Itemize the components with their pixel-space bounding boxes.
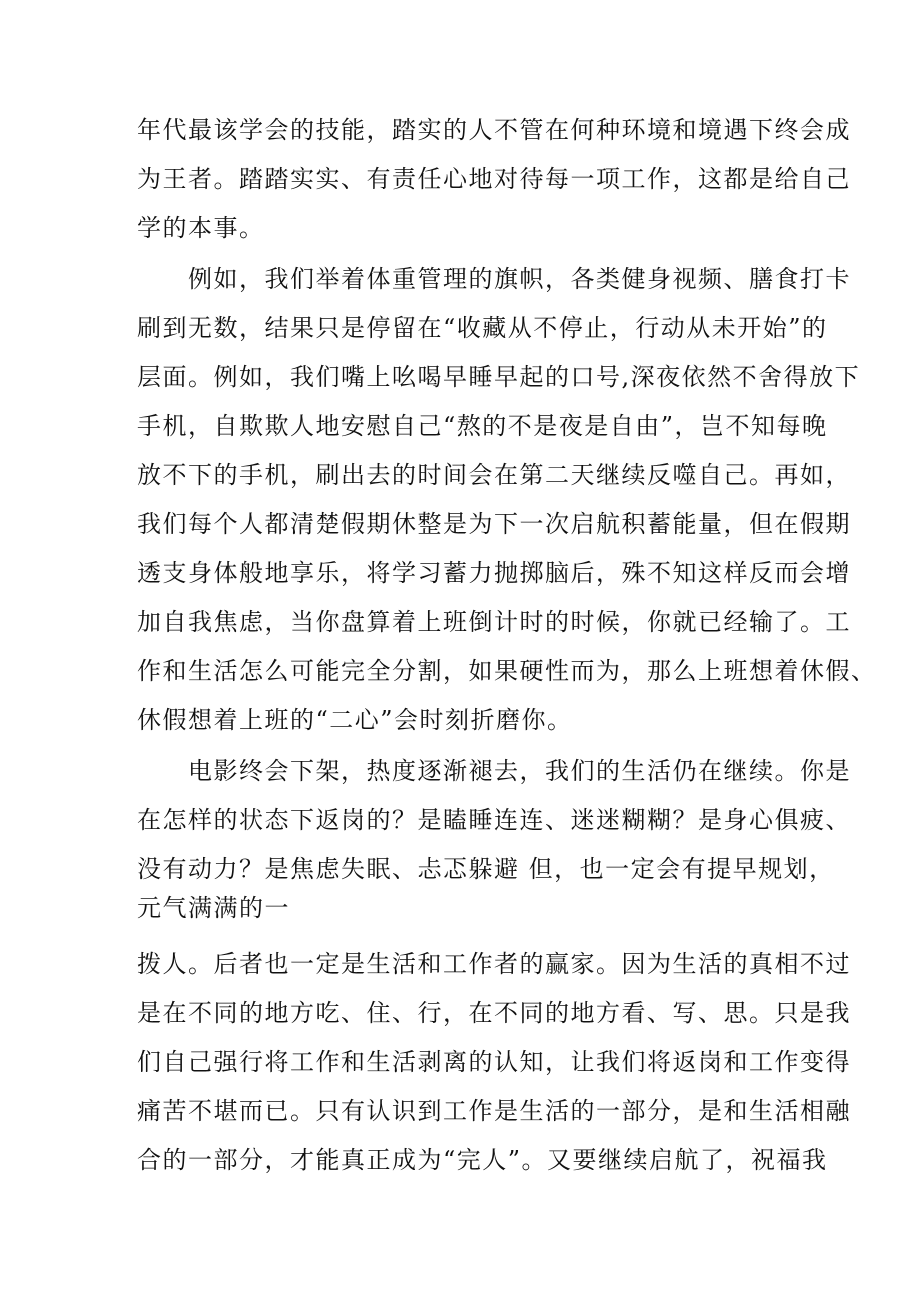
text-line: 痛苦不堪而已。只有认识到工作是生活的一部分，是和生活相融: [137, 1097, 851, 1125]
paragraph-start-line: 例如，我们举着体重管理的旗帜，各类健身视频、膳食打卡: [188, 265, 851, 293]
text-line: 为王者。踏踏实实、有责任心地对待每一项工作，这都是给自己: [137, 165, 851, 193]
text-line: 加自我焦虑，当你盘算着上班倒计时的时候，你就已经输了。工: [137, 608, 851, 636]
text-line: 在怎样的状态下返岗的？是瞌睡连连、迷迷糊糊？是身心俱疲、: [137, 806, 851, 834]
text-line: 学的本事。: [137, 214, 265, 242]
text-line: 们自己强行将工作和生活剥离的认知，让我们将返岗和工作变得: [137, 1048, 851, 1076]
text-line: 拨人。后者也一定是生活和工作者的赢家。因为生活的真相不过: [137, 950, 851, 978]
text-line: 放不下的手机，刷出去的时间会在第二天继续反噬自己。再如，: [137, 461, 851, 489]
paragraph-start-line: 电影终会下架，热度逐渐褪去，我们的生活仍在继续。你是: [188, 757, 851, 785]
text-line: 是在不同的地方吃、住、行，在不同的地方看、写、思。只是我: [137, 999, 851, 1027]
text-line: 元气满满的一: [137, 894, 290, 922]
text-line: 手机，自欺欺人地安慰自己“熬的不是夜是自由”，岂不知每晚: [137, 412, 828, 440]
text-line: 作和生活怎么可能完全分割，如果硬性而为，那么上班想着休假、: [137, 657, 877, 685]
text-line: 透支身体般地享乐，将学习蓄力抛掷脑后，殊不知这样反而会增: [137, 559, 851, 587]
text-line: 合的一部分，才能真正成为“完人”。又要继续启航了，祝福我: [137, 1146, 828, 1174]
text-line: 我们每个人都清楚假期休整是为下一次启航积蓄能量，但在假期: [137, 510, 851, 538]
text-line: 没有动力？是焦虑失眠、忐忑躲避 但，也一定会有提早规划，: [137, 855, 835, 883]
text-line: 刷到无数，结果只是停留在“收藏从不停止，行动从未开始”的: [137, 314, 828, 342]
text-line: 年代最该学会的技能，踏实的人不管在何种环境和境遇下终会成: [137, 116, 851, 144]
text-line: 层面。例如，我们嘴上吆喝早睡早起的口号,深夜依然不舍得放下: [137, 363, 861, 391]
text-line: 休假想着上班的“二心”会时刻折磨你。: [137, 706, 573, 734]
